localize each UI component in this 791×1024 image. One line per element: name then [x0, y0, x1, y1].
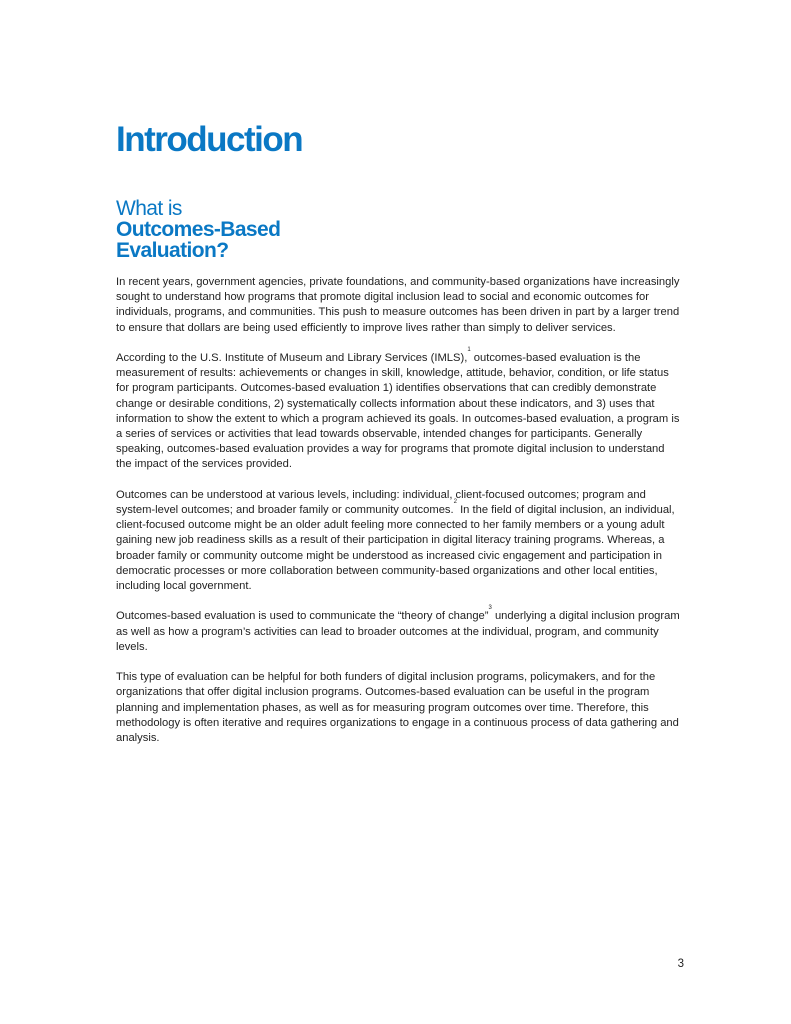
footnote-ref-2: 2	[453, 499, 457, 506]
paragraph-4	[116, 605, 681, 655]
paragraph-2	[116, 347, 681, 473]
paragraph-4-text-a: Outcomes-based evaluation is used to communicate the “theory of change”	[116, 610, 489, 623]
paragraph-3	[116, 488, 681, 594]
section-heading-line-1: Outcomes-Based	[116, 218, 281, 241]
paragraph-3-text-b: In the field of digital inclusion, an individual, client-focused outcome might be an older adult feeling more connected to her family members or a young adult gaining new job readiness skills as a result of their participation in digital literacy training programs. Whereas, a broader family or community outcome might be understood as increased civic engagement and participation in democratic processes or more collaboration between community-based organizations and other local entities, including local government.	[116, 504, 675, 593]
paragraph-1: In recent years, government agencies, private foundations, and community-based organizations have increasingly sought to understand how programs that promote digital inclusion lead to social and economic outcomes for individuals, programs, and communities. This push to measure outcomes has been driven in part by a larger trend to ensure that dollars are being used efficiently to improve lives rather than simply to deliver services.	[116, 276, 680, 334]
footnote-ref-1: 1	[467, 347, 471, 353]
paragraph-5: This type of evaluation can be helpful for both funders of digital inclusion programs, policymakers, and for the organizations that offer digital inclusion programs. Outcomes-based evaluation can be useful in the program planning and implementation phases, as well as for measuring program outcomes over time. Therefore, this methodology is often iterative and requires organizations to engage in a continuous process of data gathering and analysis.	[116, 671, 679, 745]
paragraph-3-text-a: Outcomes can be understood at various levels, including: individual, client-focused outcomes; program and system-level outcomes; and broader family or community outcomes.	[116, 488, 646, 517]
paragraph-2-text-a: According to the U.S. Institute of Museum and Library Services (IMLS),	[116, 352, 468, 364]
page-number: 3	[677, 958, 684, 970]
section-heading-lead: What is	[116, 197, 182, 220]
footnote-ref-3: 3	[488, 605, 492, 612]
paragraph-2-text-b: outcomes-based evaluation is the measurement of results: achievements or changes in skill, knowledge, attitude, behavior, condition, or life status for program participants. Outcomes-based evaluation 1) identifies observations that can credibly demonstrate change or desirable conditions, 2) systematically collects information about these indicators, and 3) uses that information to show the extent to which a program achieved its goals. In outcomes-based evaluation, a program is a series of services or activities that lead towards observable, intended changes for participants. Generally speaking, outcomes-based evaluation provides a way for programs that promote digital inclusion to understand the impact of the services provided.	[116, 352, 680, 471]
body-text	[116, 275, 681, 761]
section-heading	[116, 198, 280, 261]
paragraph-4-text-b: underlying a digital inclusion program as well as how a program’s activities can lead to broader outcomes at the individual, program, and community levels.	[116, 610, 680, 653]
page-title: Introduction	[116, 120, 303, 159]
section-heading-line-2: Evaluation?	[116, 239, 229, 262]
